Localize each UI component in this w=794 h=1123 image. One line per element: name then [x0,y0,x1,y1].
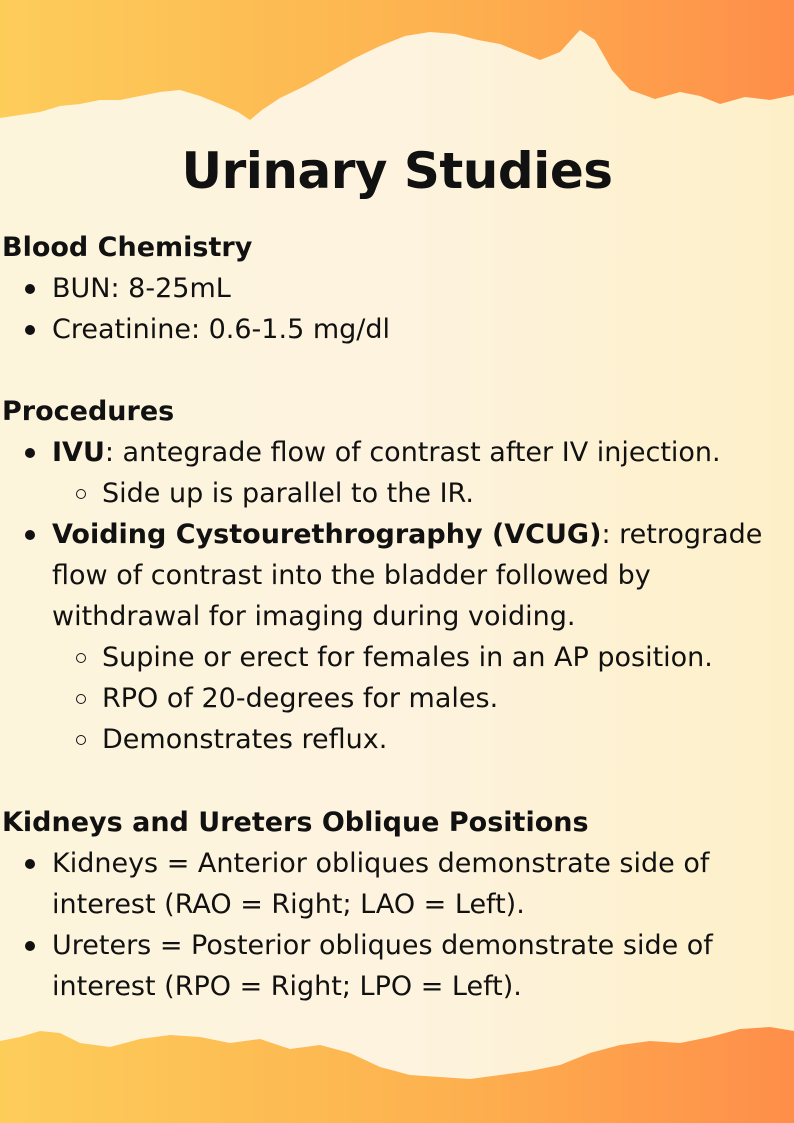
procedures-section [2,392,792,760]
list-item-vcug [2,514,792,760]
vcug-text: : retrograde flow of contrast into the bladder followed by withdrawal for imaging during voiding. [52,519,763,632]
procedures-list [2,432,792,760]
list-item: BUN: 8-25mL [2,268,792,309]
blood-chemistry-section [2,228,792,350]
list-item: Creatinine: 0.6-1.5 mg/dl [2,309,792,350]
blood-chemistry-heading: Blood Chemistry [2,232,253,263]
torn-paper-bottom-decoration [0,1023,794,1123]
page-title: Urinary Studies [181,142,613,200]
sub-list-item: Supine or erect for females in an AP position. [2,637,792,678]
oblique-positions-heading: Kidneys and Ureters Oblique Positions [2,807,589,838]
torn-paper-top-decoration [0,0,794,135]
oblique-positions-section [2,803,792,1007]
sub-list-item: Demonstrates reflux. [2,719,792,760]
sub-list-item: Side up is parallel to the IR. [2,473,792,514]
vcug-term: Voiding Cystourethrography (VCUG) [52,519,602,550]
oblique-positions-list [2,843,792,1007]
ivu-text: : antegrade flow of contrast after IV injection. [104,437,721,468]
list-item: Ureters = Posterior obliques demonstrate side of interest (RPO = Right; LPO = Left). [2,925,792,1007]
procedures-heading: Procedures [2,396,175,427]
list-item-ivu [2,432,792,514]
ivu-term: IVU [52,437,105,468]
list-item: Kidneys = Anterior obliques demonstrate side of interest (RAO = Right; LAO = Left). [2,843,792,925]
blood-chemistry-list [2,268,792,350]
sub-list-item: RPO of 20-degrees for males. [2,678,792,719]
